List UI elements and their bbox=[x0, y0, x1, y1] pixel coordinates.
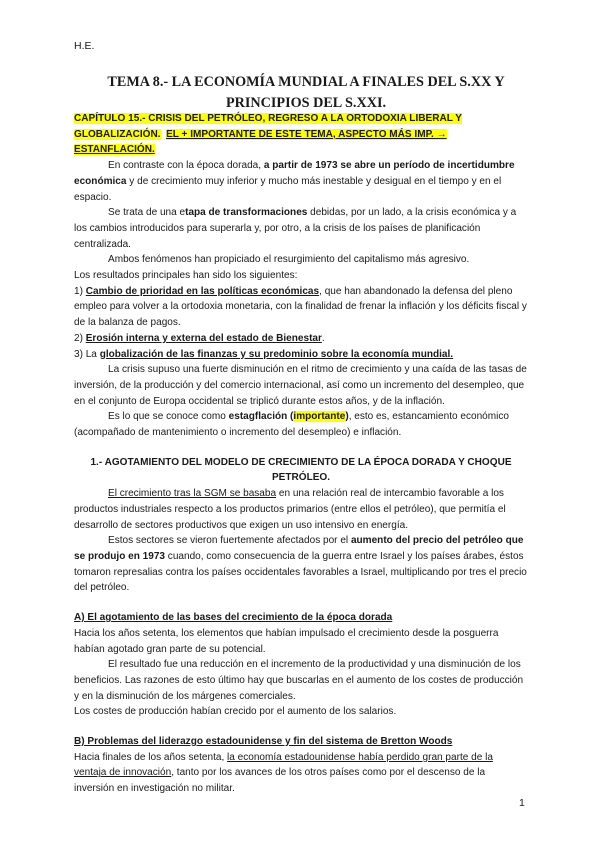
intro-paragraph-3: Ambos fenómenos han propiciado el resurgimiento del capitalismo más agresivo. bbox=[108, 254, 470, 266]
title-line-1: TEMA 8.- LA ECONOMÍA MUNDIAL A FINALES DEL S.XX Y bbox=[107, 74, 505, 90]
section-b-paragraph-1: Hacia finales de los años setenta, la economía estadounidense había perdido gran parte de la ventaja de innovación, tanto por los avances de los otros países como por el descenso de la inversión en investigación no militar. bbox=[74, 751, 493, 795]
chapter-title: CAPÍTULO 15.- CRISIS DEL PETRÓLEO, REGRESO A LA ORTODOXIA LIBERAL Y GLOBALIZACIÓN. bbox=[74, 113, 462, 140]
result-item-3: 3) La globalización de las finanzas y su predominio sobre la economía mundial. bbox=[74, 348, 454, 360]
chapter-heading bbox=[74, 111, 528, 158]
section-1-heading: 1.- AGOTAMIENTO DEL MODELO DE CRECIMIENTO DE LA ÉPOCA DORADA Y CHOQUE PETRÓLEO. bbox=[90, 456, 512, 484]
section-1-paragraph-2: Estos sectores se vieron fuertemente afectados por el aumento del precio del petróleo que se produjo en 1973 cuando, como consecuencia de la guerra entre Israel y los países árabes, éstos tomaron represalias contra los países occidentales favorables a Israel, multiplicando por tres el precio del petróleo. bbox=[74, 535, 527, 594]
section-a-paragraph-2: El resultado fue una reducción en el incremento de la productividad y una disminución de los beneficios. Las razones de esto último hay que buscarlas en el aumento de los costes de producción y en la disminución de los márgenes comerciales. bbox=[74, 659, 524, 702]
intro-paragraph-1: En contraste con la época dorada, a partir de 1973 se abre un período de incertidumbre económica y de crecimiento muy inferior y mucho más inestable y desigual en el tiempo y en el espacio. bbox=[74, 160, 515, 203]
intro-paragraph-6: Es lo que se conoce como estagflación (importante), esto es, estancamiento económico (acompañado de mantenimiento o incremento del desempleo) e inflación. bbox=[74, 411, 509, 439]
section-a-paragraph-1: Hacia los años setenta, los elementos que habían impulsado el crecimiento desde la posguerra habían agotado gran parte de su potencial. bbox=[74, 627, 499, 655]
intro-paragraph-2: Se trata de una etapa de transformaciones debidas, por un lado, a la crisis económica y a los cambios introducidos para superarla y, por otro, a la crisis de los países de planificación centralizada. bbox=[74, 207, 517, 250]
page-number: 1 bbox=[519, 797, 525, 809]
document-body bbox=[74, 111, 528, 797]
chapter-note: EL + IMPORTANTE DE ESTE TEMA, ASPECTO MÁS IMP. → ESTANFLACIÓN. bbox=[74, 128, 447, 156]
header-initials: H.E. bbox=[74, 40, 95, 52]
section-a-paragraph-3: Los costes de producción habían crecido por el aumento de los salarios. bbox=[74, 706, 397, 718]
highlight-importante: importante bbox=[293, 411, 346, 423]
page-title bbox=[74, 72, 538, 114]
intro-paragraph-4: Los resultados principales han sido los siguientes: bbox=[74, 270, 298, 282]
result-item-1: 1) Cambio de prioridad en las políticas económicas, que han abandonado la defensa del pleno empleo para volver a la ortodoxia monetaria, con la finalidad de frenar la inflación y los déficits fiscal y de la balanza de pagos. bbox=[74, 285, 527, 329]
section-b-heading: B) Problemas del liderazgo estadounidense y fin del sistema de Bretton Woods bbox=[74, 736, 453, 748]
intro-paragraph-5: La crisis supuso una fuerte disminución en el ritmo de crecimiento y una caída de las tasas de inversión, de la producción y del comercio internacional, así como un incremento del desempleo, que en el conjunto de Europa occidental se triplicó durante estos años, y de la inflación. bbox=[74, 364, 527, 407]
result-item-2: 2) Erosión interna y externa del estado de Bienestar. bbox=[74, 332, 325, 344]
section-a-heading: A) El agotamiento de las bases del crecimiento de la época dorada bbox=[74, 612, 393, 624]
title-line-2: PRINCIPIOS DEL S.XXI. bbox=[225, 95, 387, 111]
section-1-paragraph-1: El crecimiento tras la SGM se basaba en una relación real de intercambio favorable a los productos industriales respecto a los productos primarios (entre ellos el petróleo), que permitía el desarrollo de sectores productivos que exigen un uso intensivo en energía. bbox=[74, 488, 506, 531]
